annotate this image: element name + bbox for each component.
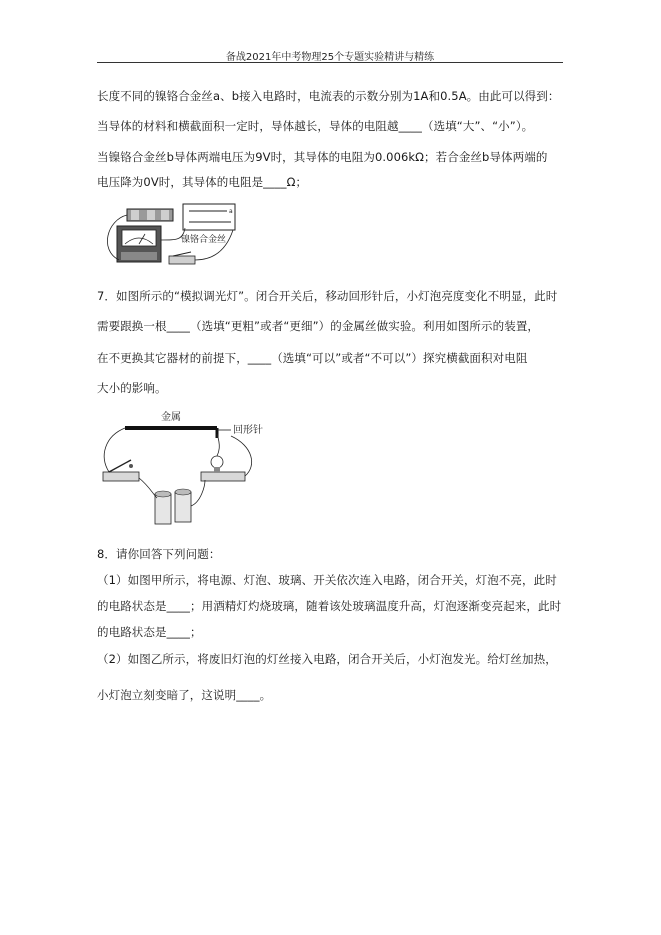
paragraph-line: 需要跟换一根____（选填“更粗”或者“更细”）的金属丝做实验。利用如图所示的装置， bbox=[97, 319, 540, 333]
paragraph-line: 当镍铬合金丝b导体两端电压为9V时，其导体的电阻为0.006kΩ；若合金丝b导体两端的 bbox=[97, 150, 548, 164]
paragraph-line: 7．如图所示的“模拟调光灯”。闭合开关后，移动回形针后，小灯泡亮度变化不明显，此时 bbox=[97, 289, 558, 303]
paragraph-line: （1）如图甲所示，将电源、灯泡、玻璃、开关依次连入电路，闭合开关，灯泡不亮，此时 bbox=[97, 573, 557, 587]
paperclip-label: 回形针 bbox=[233, 425, 263, 436]
paragraph-line: 电压降为0V时，其导体的电阻是____Ω； bbox=[97, 175, 308, 189]
page-header-title: 备战2021年中考物理25个专题实验精讲与精练 bbox=[225, 52, 435, 63]
metal-label: 金属 bbox=[161, 412, 181, 423]
paragraph-line: 的电路状态是____；用酒精灯灼烧玻璃，随着该处玻璃温度升高，灯泡逐渐变亮起来，此时 bbox=[97, 599, 562, 613]
paragraph-line: 的电路状态是____； bbox=[97, 625, 202, 639]
paragraph-line: （2）如图乙所示，将废旧灯泡的灯丝接入电路，闭合开关后，小灯泡发光。给灯丝加热， bbox=[97, 652, 557, 666]
paragraph-line: 长度不同的镍铬合金丝a、b接入电路时，电流表的示数分别为1A和0.5A。由此可以得到： bbox=[97, 89, 560, 103]
header-divider bbox=[97, 62, 563, 63]
paragraph-line: 大小的影响。 bbox=[97, 381, 167, 395]
paragraph-line: 小灯泡立刻变暗了，这说明____。 bbox=[97, 688, 272, 702]
paragraph-line: 在不更换其它器材的前提下，____（选填“可以”或者“不可以”）探究横截面积对电阻 bbox=[97, 351, 528, 365]
figure-ammeter-circuit bbox=[97, 200, 247, 272]
nichrome-wire-label: 镍铬合金丝 bbox=[181, 235, 227, 245]
wire-a-label: a bbox=[229, 208, 233, 215]
paragraph-line: 8．请你回答下列问题： bbox=[97, 547, 221, 561]
figure-dimmer-circuit bbox=[97, 406, 277, 530]
paragraph-line: 当导体的材料和横截面积一定时，导体越长，导体的电阻越____（选填“大”、“小”）。 bbox=[97, 119, 534, 133]
